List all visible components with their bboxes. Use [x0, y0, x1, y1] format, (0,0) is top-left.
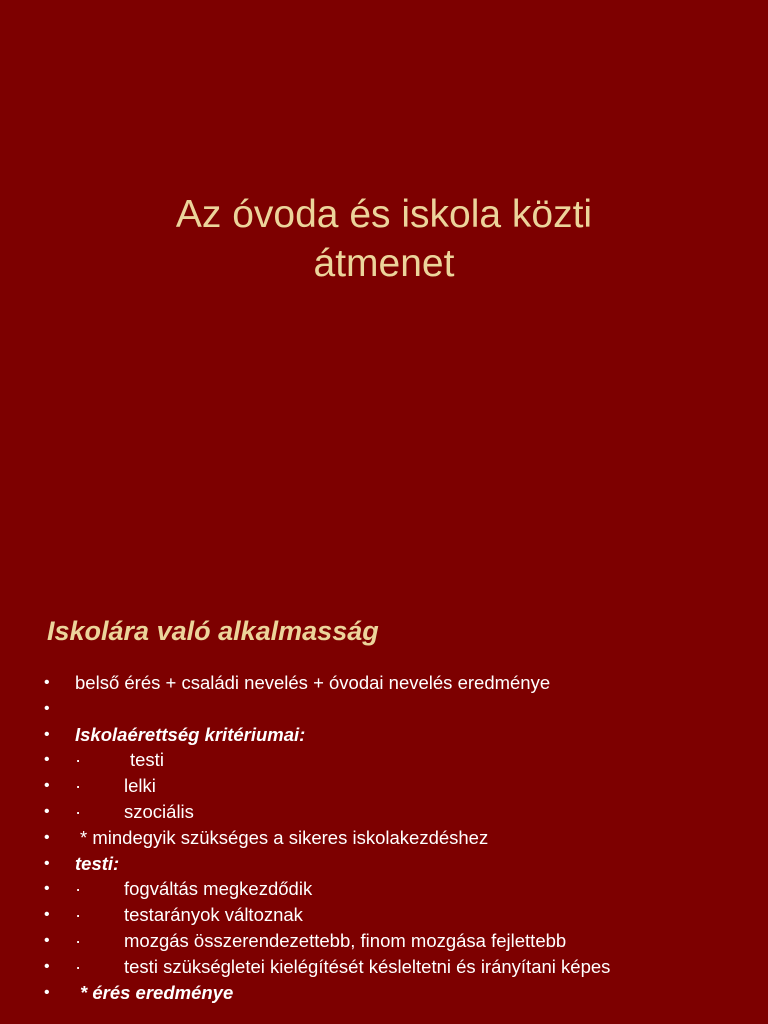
- list-item: [44, 851, 760, 877]
- bullet-icon: •: [44, 777, 50, 795]
- bullet-icon: •: [44, 674, 50, 691]
- section-heading: Iskolára való alkalmasság: [47, 616, 379, 646]
- list-item-text: fogváltás megkezdődik: [124, 878, 313, 900]
- list-item: [44, 799, 760, 825]
- sub-bullet-icon: ·: [75, 775, 82, 797]
- sub-bullet-icon: ·: [75, 878, 82, 900]
- list-item: [44, 954, 760, 980]
- bullet-icon: •: [44, 880, 50, 898]
- bullet-icon: •: [44, 957, 50, 975]
- list-item: [44, 722, 760, 748]
- list-item: [44, 696, 760, 722]
- slide-title: [0, 190, 768, 288]
- bullet-icon: •: [44, 931, 50, 949]
- bullet-icon: •: [44, 854, 50, 872]
- list-item: [44, 928, 760, 954]
- sub-bullet-icon: ·: [75, 904, 82, 926]
- sub-bullet-icon: ·: [75, 929, 82, 951]
- list-item-text: lelki: [124, 775, 156, 797]
- list-item-text: testi:: [75, 852, 120, 874]
- list-item: [44, 747, 760, 773]
- bullet-icon: •: [44, 802, 50, 820]
- list-item: [44, 773, 760, 799]
- sub-bullet-icon: ·: [75, 800, 82, 822]
- bullet-icon: •: [44, 699, 50, 717]
- list-item: [44, 825, 760, 851]
- slide-title-line-2: átmenet: [313, 242, 455, 285]
- list-item-text: Iskolaérettség kritériumai:: [75, 723, 306, 745]
- bullet-icon: •: [44, 751, 50, 769]
- list-item-text: mozgás összerendezettebb, finom mozgása fejlettebb: [124, 929, 567, 951]
- list-item: [44, 876, 760, 902]
- bullet-icon: •: [44, 906, 50, 924]
- list-item-text: testi: [130, 749, 164, 771]
- bullet-icon: •: [44, 725, 50, 743]
- list-item-text: testarányok változnak: [124, 904, 303, 926]
- sub-bullet-icon: ·: [75, 955, 82, 977]
- list-item: [44, 902, 760, 928]
- bullet-list: [44, 670, 760, 1005]
- list-item-text: testi szükségletei kielégítését késleltetni és irányítani képes: [124, 955, 611, 977]
- list-item-text: * mindegyik szükséges a sikeres iskolakezdéshez: [80, 826, 489, 848]
- sub-bullet-icon: ·: [75, 749, 82, 771]
- bullet-icon: •: [44, 983, 50, 1001]
- list-item: [44, 980, 760, 1006]
- bullet-icon: •: [44, 828, 50, 846]
- list-item-text: * érés eredménye: [80, 981, 234, 1003]
- list-item-text: szociális: [124, 800, 194, 822]
- slide-title-line-1: Az óvoda és iskola közti: [175, 193, 593, 236]
- list-item: [44, 670, 760, 696]
- list-item-text: belső érés + családi nevelés + óvodai nevelés eredménye: [75, 672, 551, 693]
